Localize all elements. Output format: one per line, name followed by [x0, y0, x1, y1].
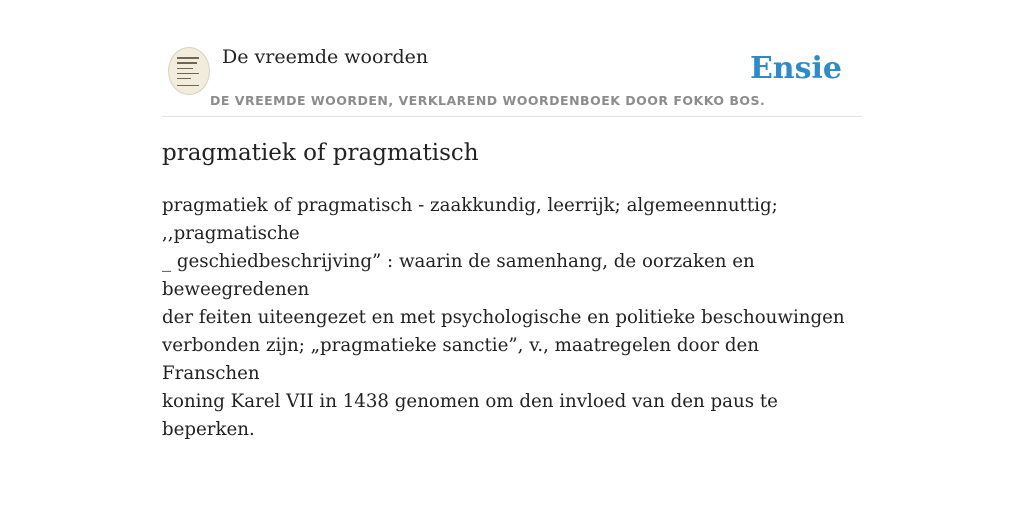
- book-title[interactable]: De vreemde woorden: [222, 46, 429, 68]
- definition-line: verbonden zijn; „pragmatieke sanctie”, v., maatregelen door den Franschen: [162, 335, 759, 384]
- definition-line: koning Karel VII in 1438 genomen om den invloed van den paus te beperken.: [162, 391, 778, 440]
- definition-line: _ geschiedbeschrijving” : waarin de samenhang, de oorzaken en beweegredenen: [162, 251, 755, 300]
- book-cover-icon[interactable]: [168, 47, 210, 95]
- ensie-logo[interactable]: Ensie: [749, 51, 842, 86]
- definition-line: der feiten uiteengezet en met psychologische en politieke beschouwingen: [162, 307, 845, 328]
- book-subtitle: DE VREEMDE WOORDEN, VERKLAREND WOORDENBOEK DOOR FOKKO BOS.: [210, 93, 766, 108]
- entry-title: pragmatiek of pragmatisch: [162, 140, 479, 166]
- entry-definition: [162, 192, 862, 444]
- definition-line: pragmatiek of pragmatisch - zaakkundig, leerrijk; algemeennuttig; ,,pragmatische: [162, 195, 778, 244]
- header: [162, 40, 862, 117]
